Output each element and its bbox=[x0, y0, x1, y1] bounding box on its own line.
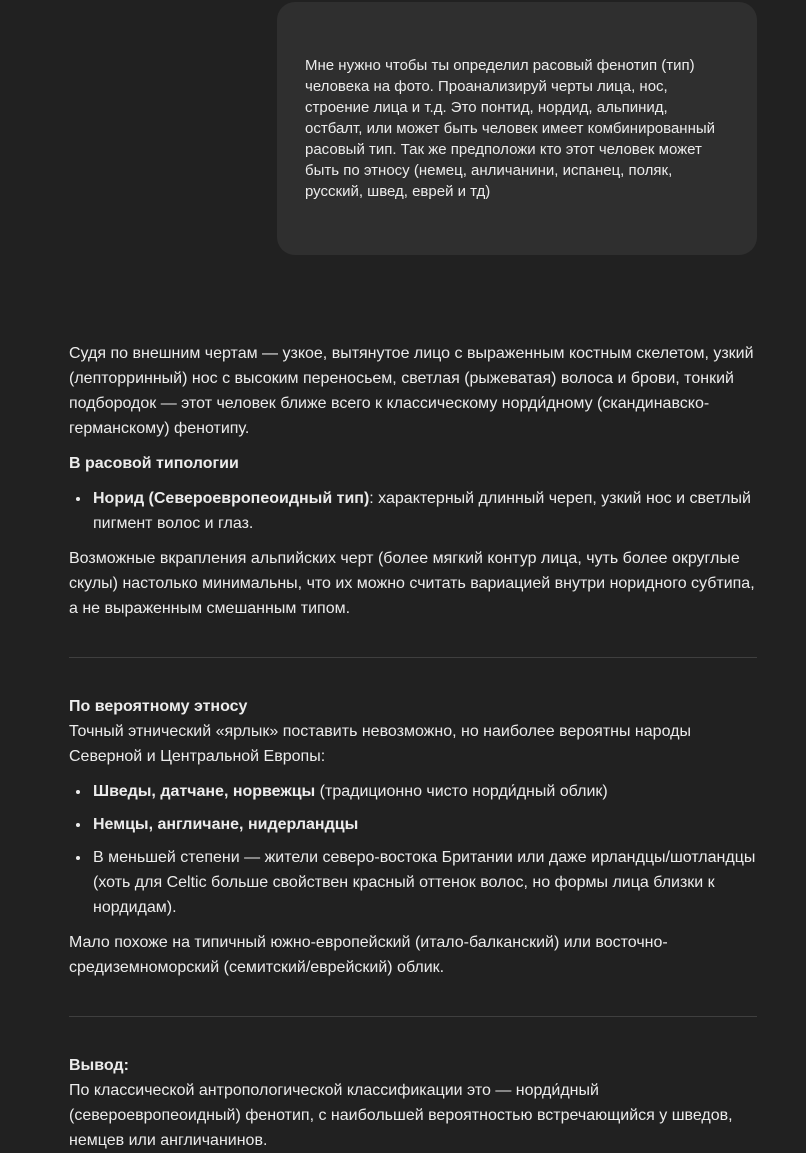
section-divider bbox=[69, 1016, 757, 1017]
typology-list bbox=[69, 486, 757, 536]
typology-item-text: : характерный длинный череп, узкий нос и светлый пигмент волос и глаз. bbox=[93, 490, 751, 532]
list-item bbox=[91, 812, 757, 837]
assistant-paragraph-dissimilar-note: Мало похоже на типичный южно-европейский (итало-балканский) или восточно-средиземноморский (семитский/еврейский) облик. bbox=[69, 934, 668, 976]
assistant-paragraph-intro: Судя по внешним чертам — узкое, вытянутое лицо с выраженным костным скелетом, узкий (лепторринный) нос с высоким переносьем, светлая (рыжеватая) волоса и брови, тонкий подбородок — этот человек ближе всего к классическому норди́дному (скандинавско-германскому) фенотипу. bbox=[69, 345, 754, 437]
ethnicity-item-bold: Немцы, англичане, нидерландцы bbox=[93, 816, 359, 833]
conversation-column bbox=[69, 2, 757, 1153]
typology-heading-text: В расовой типологии bbox=[69, 455, 239, 472]
typology-heading bbox=[69, 451, 757, 476]
section-divider bbox=[69, 657, 757, 658]
ethnicity-section-lead bbox=[69, 694, 757, 769]
list-item bbox=[91, 845, 757, 920]
ethnicity-heading-text: По вероятному этносу bbox=[69, 698, 248, 715]
conclusion-section-lead bbox=[69, 1053, 757, 1153]
list-item bbox=[91, 486, 757, 536]
ethnicity-item-bold: Шведы, датчане, норвежцы bbox=[93, 783, 316, 800]
user-message-text: Мне нужно чтобы ты определил расовый фенотип (тип) человека на фото. Проанализируй черты лица, нос, строение лица и т.д. Это понтид, нордид, альпинид, остбалт, или может быть человек имеет комбинированный расовый тип. Так же предположи кто этот человек может быть по этносу (немец, анличанини, испанец, поляк, русский, швед, еврей и тд) bbox=[305, 57, 720, 200]
assistant-paragraph-alpine-note: Возможные вкрапления альпийских черт (более мягкий контур лица, чуть более округлые скулы) настолько минимальны, что их можно считать вариацией внутри норидного субтипа, а не выраженным смешанным типом. bbox=[69, 550, 755, 617]
list-item bbox=[91, 779, 757, 804]
ethnicity-intro-text: Точный этнический «ярлык» поставить невозможно, но наиболее вероятны народы Северной и Центральной Европы: bbox=[69, 723, 691, 765]
ethnicity-item-text: В меньшей степени — жители северо-востока Британии или даже ирландцы/шотландцы (хоть для Celtic больше свойствен красный оттенок волос, но формы лица близки к нордидам). bbox=[93, 849, 756, 916]
assistant-message bbox=[69, 341, 757, 1153]
typology-item-bold: Норид (Североевропеоидный тип) bbox=[93, 490, 370, 507]
user-message-bubble bbox=[277, 2, 757, 255]
conclusion-text: По классической антропологической классификации это — норди́дный (североевропеоидный) фенотип, с наибольшей вероятностью встречающийся у шведов, немцев или англичанинов. bbox=[69, 1082, 733, 1149]
conclusion-heading-text: Вывод: bbox=[69, 1057, 129, 1074]
ethnicity-item-text: (традиционно чисто норди́дный облик) bbox=[315, 783, 608, 800]
ethnicity-list bbox=[69, 779, 757, 920]
